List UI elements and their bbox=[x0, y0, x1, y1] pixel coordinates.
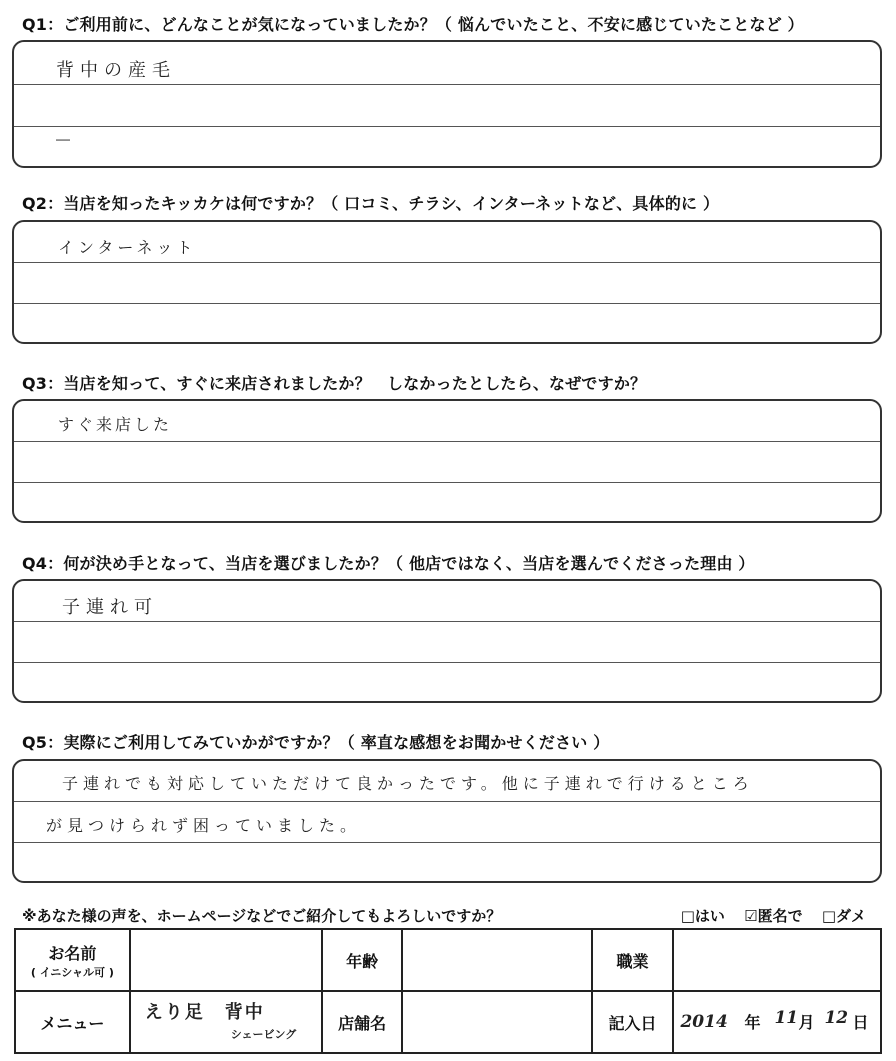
answer-4-line-1: 子連れ可 bbox=[62, 597, 158, 618]
info-table bbox=[14, 928, 882, 1054]
answer-rule bbox=[14, 621, 880, 622]
date-label: 記入日 bbox=[592, 991, 674, 1053]
answer-rule bbox=[14, 842, 880, 843]
menu-label: メニュー bbox=[15, 991, 130, 1053]
consent-option-no[interactable]: □ダメ bbox=[821, 907, 866, 925]
date-value-cell[interactable] bbox=[673, 991, 881, 1053]
answer-rule bbox=[14, 126, 880, 127]
answer-rule bbox=[14, 801, 880, 802]
date-day-unit: 日 bbox=[852, 1013, 869, 1032]
job-value-cell[interactable] bbox=[673, 929, 881, 991]
date-year: 2014 bbox=[680, 1012, 728, 1032]
answer-rule bbox=[14, 662, 880, 663]
consent-options bbox=[667, 905, 866, 926]
question-5-label: Q5：実際にご利用してみていかがですか？（ 率直な感想をお聞かせください ） bbox=[22, 733, 610, 752]
question-4-label: Q4：何が決め手となって、当店を選びましたか？（ 他店ではなく、当店を選んでくださった理由 ） bbox=[22, 554, 755, 573]
question-3-label: Q3：当店を知って、すぐに来店されましたか？ しなかったとしたら、なぜですか？ bbox=[22, 374, 647, 393]
answer-box-4[interactable] bbox=[12, 579, 882, 703]
menu-value: えり足 背中 bbox=[144, 1002, 265, 1023]
answer-3-line-1: すぐ来店した bbox=[58, 415, 173, 434]
date-year-unit: 年 bbox=[744, 1013, 761, 1032]
consent-question: ※あなた様の声を、ホームページなどでご紹介してもよろしいですか？ bbox=[22, 907, 502, 925]
consent-option-anonymous[interactable]: ☑匿名で bbox=[744, 907, 803, 925]
answer-rule bbox=[14, 482, 880, 483]
name-value-cell[interactable] bbox=[130, 929, 323, 991]
date-month: 11 bbox=[774, 1008, 799, 1028]
date-day: 12 bbox=[824, 1008, 849, 1028]
answer-rule bbox=[14, 262, 880, 263]
answer-rule bbox=[14, 303, 880, 304]
age-value-cell[interactable] bbox=[402, 929, 592, 991]
answer-rule bbox=[14, 84, 880, 85]
answer-box-2[interactable] bbox=[12, 220, 882, 344]
name-label: お名前 bbox=[48, 943, 97, 963]
answer-box-3[interactable] bbox=[12, 399, 882, 523]
store-value-cell[interactable] bbox=[402, 991, 592, 1053]
question-2-label: Q2：当店を知ったキッカケは何ですか？（ 口コミ、チラシ、インターネットなど、具体的に ） bbox=[22, 194, 720, 213]
menu-value-cell[interactable] bbox=[130, 991, 323, 1053]
store-label: 店舗名 bbox=[322, 991, 402, 1053]
age-label: 年齢 bbox=[322, 929, 402, 991]
info-row-2 bbox=[15, 991, 881, 1053]
answer-5-line-1: 子連れでも対応していただけて良かったです。他に子連れで行けるところ bbox=[62, 774, 754, 793]
name-sublabel: ( イニシャル可 ) bbox=[30, 965, 114, 979]
answer-1-line-2: ― bbox=[56, 132, 76, 148]
answer-box-5[interactable] bbox=[12, 759, 882, 883]
name-label-cell bbox=[15, 929, 130, 991]
answer-box-1[interactable] bbox=[12, 40, 882, 168]
answer-1-line-1: 背中の産毛 bbox=[56, 60, 176, 81]
menu-subvalue: シェービング bbox=[230, 1028, 297, 1041]
date-month-unit: 月 bbox=[798, 1013, 815, 1032]
answer-rule bbox=[14, 441, 880, 442]
info-row-1 bbox=[15, 929, 881, 991]
answer-2-line-1: インターネット bbox=[58, 238, 197, 257]
question-1-label: Q1：ご利用前に、どんなことが気になっていましたか？（ 悩んでいたこと、不安に感じていたことなど ） bbox=[22, 15, 804, 34]
consent-option-yes[interactable]: □はい bbox=[680, 907, 725, 925]
answer-5-line-2: が見つけられず困っていました。 bbox=[46, 816, 362, 835]
job-label: 職業 bbox=[592, 929, 674, 991]
